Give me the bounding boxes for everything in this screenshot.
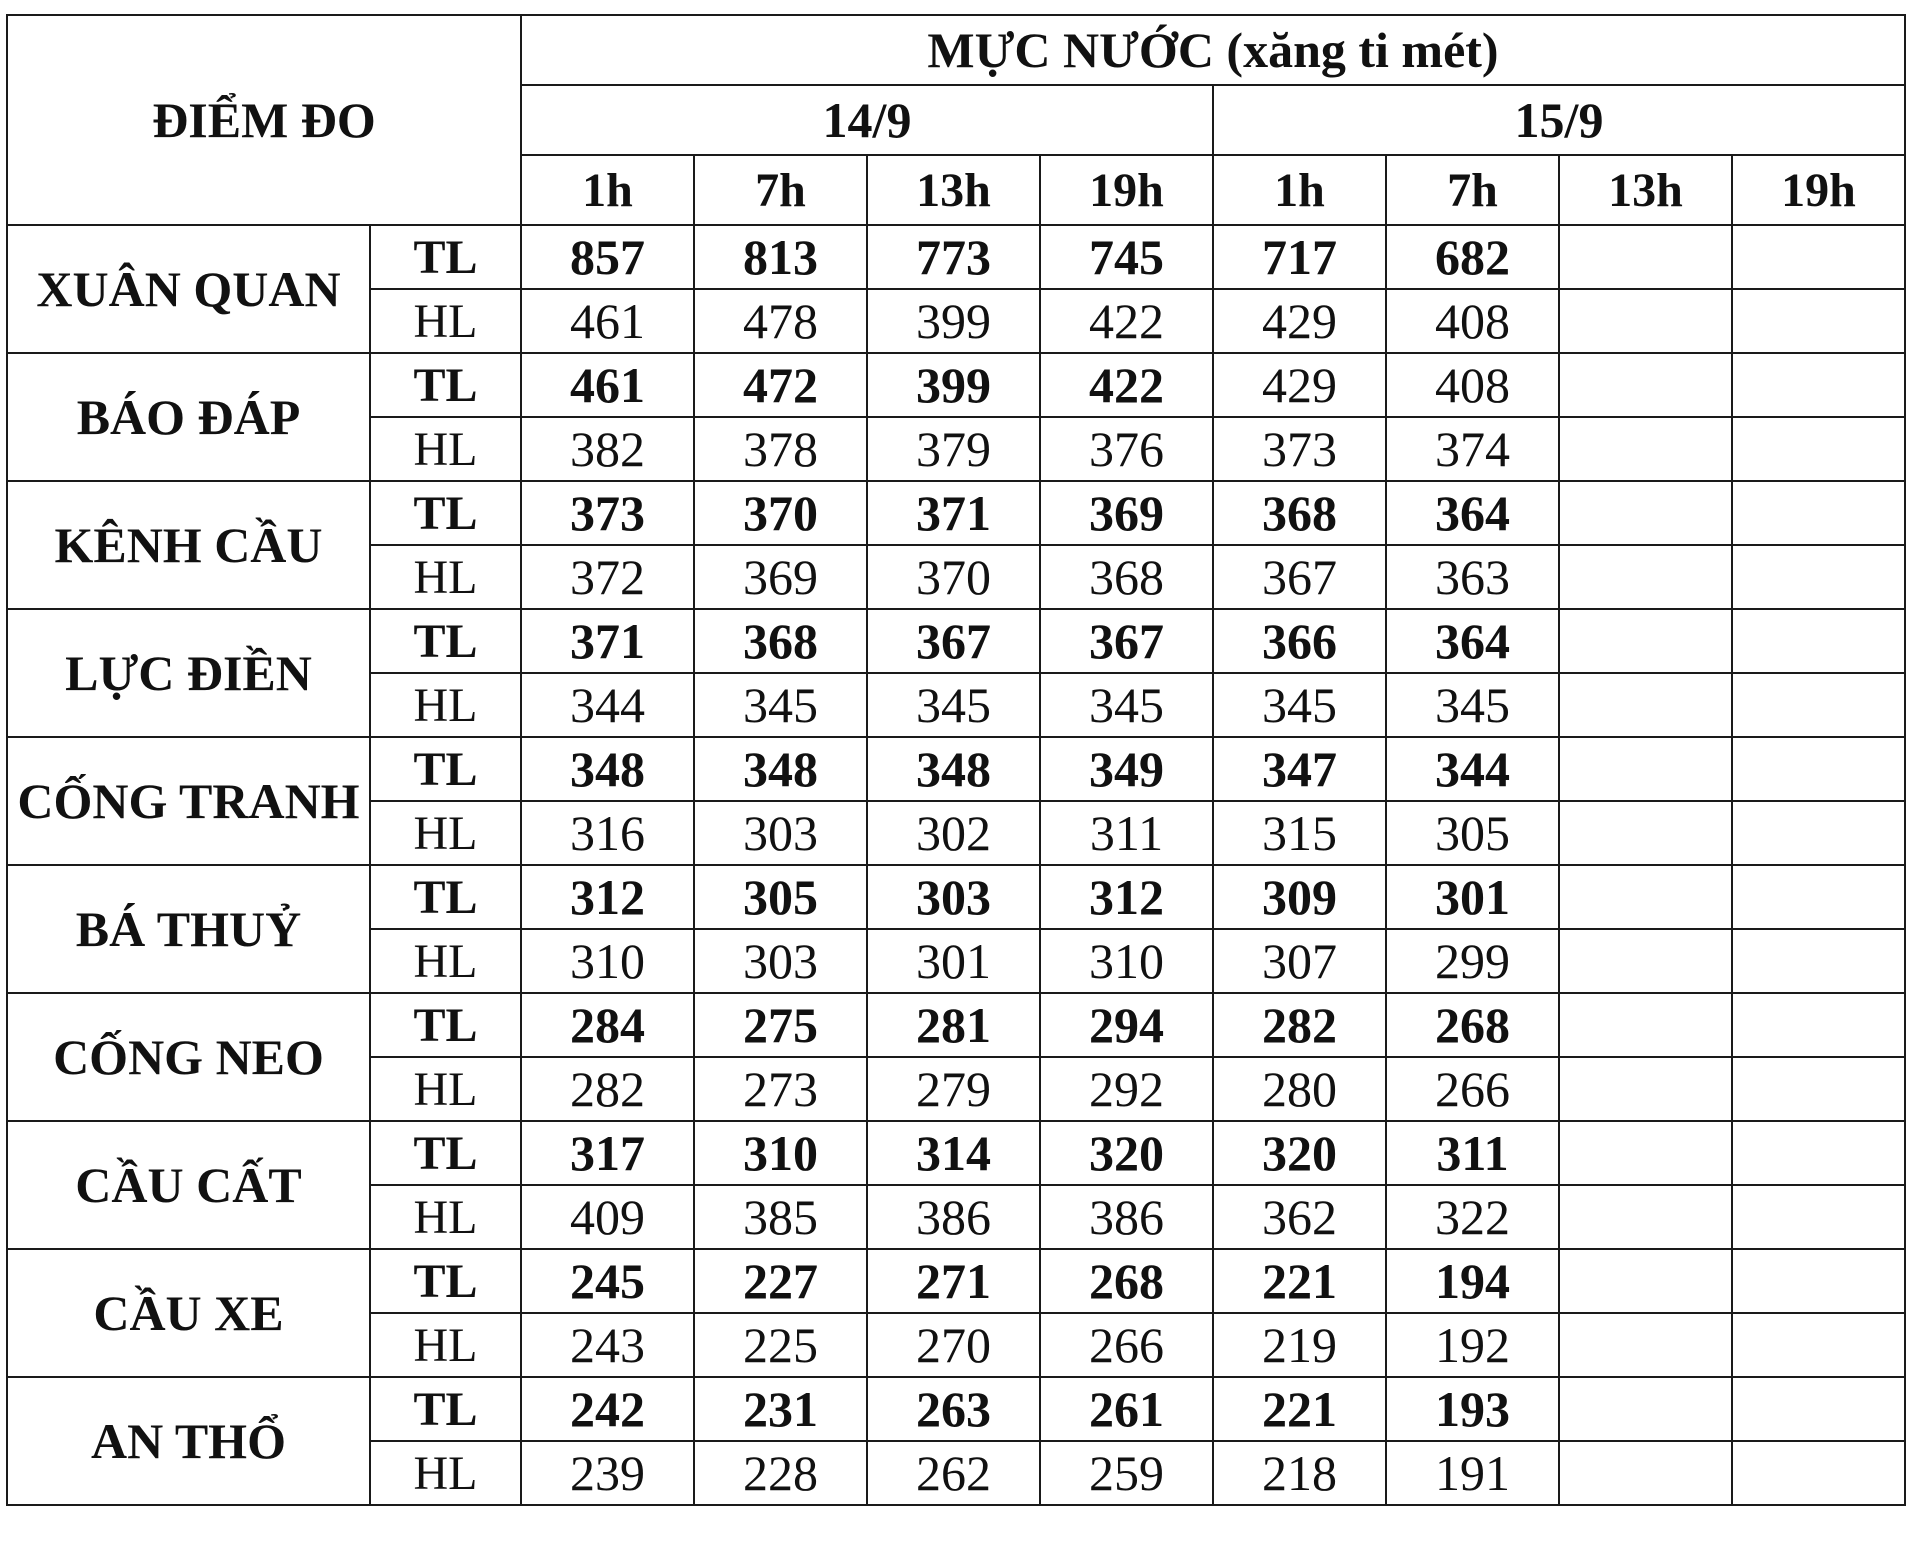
water-level-cell: 364 (1386, 609, 1559, 673)
station-name: BÁ THUỶ (7, 865, 370, 993)
table-body (7, 225, 1905, 1505)
water-level-cell (1732, 481, 1905, 545)
water-level-cell: 368 (1040, 545, 1213, 609)
water-level-cell: 472 (694, 353, 867, 417)
water-level-cell: 385 (694, 1185, 867, 1249)
water-level-cell (1732, 1377, 1905, 1441)
water-level-cell (1559, 865, 1732, 929)
water-level-cell: 371 (521, 609, 694, 673)
upstream-label: TL (370, 737, 521, 801)
water-level-cell: 263 (867, 1377, 1040, 1441)
water-level-cell: 717 (1213, 225, 1386, 289)
water-level-cell: 245 (521, 1249, 694, 1313)
water-level-cell: 478 (694, 289, 867, 353)
water-level-cell: 315 (1213, 801, 1386, 865)
water-level-cell: 408 (1386, 353, 1559, 417)
water-level-cell: 280 (1213, 1057, 1386, 1121)
water-level-cell: 345 (1386, 673, 1559, 737)
water-level-cell: 281 (867, 993, 1040, 1057)
water-level-cell: 370 (867, 545, 1040, 609)
water-level-cell (1559, 1313, 1732, 1377)
downstream-label: HL (370, 417, 521, 481)
station-name: XUÂN QUAN (7, 225, 370, 353)
water-level-cell (1732, 1185, 1905, 1249)
upstream-label: TL (370, 993, 521, 1057)
water-level-cell: 362 (1213, 1185, 1386, 1249)
water-level-cell (1732, 993, 1905, 1057)
hour-header: 19h (1732, 155, 1905, 225)
hour-header: 1h (521, 155, 694, 225)
water-level-cell: 194 (1386, 1249, 1559, 1313)
water-level-cell: 429 (1213, 353, 1386, 417)
water-level-cell: 368 (694, 609, 867, 673)
water-level-cell: 372 (521, 545, 694, 609)
water-level-cell: 408 (1386, 289, 1559, 353)
water-level-cell (1732, 865, 1905, 929)
water-level-cell: 307 (1213, 929, 1386, 993)
water-level-cell (1559, 225, 1732, 289)
station-name: CẦU CẤT (7, 1121, 370, 1249)
water-level-cell (1559, 1121, 1732, 1185)
water-level-cell (1732, 929, 1905, 993)
water-level-cell (1732, 1057, 1905, 1121)
table-row (7, 737, 1905, 801)
water-level-cell (1559, 1377, 1732, 1441)
water-level-cell: 301 (1386, 865, 1559, 929)
water-level-cell: 345 (867, 673, 1040, 737)
water-level-cell: 857 (521, 225, 694, 289)
water-level-cell: 382 (521, 417, 694, 481)
water-level-cell (1732, 609, 1905, 673)
water-level-cell: 221 (1213, 1377, 1386, 1441)
water-level-cell: 773 (867, 225, 1040, 289)
date-header-1: 14/9 (521, 85, 1213, 155)
water-level-cell (1732, 737, 1905, 801)
water-level-cell: 221 (1213, 1249, 1386, 1313)
water-level-cell: 369 (694, 545, 867, 609)
water-level-table-container (6, 14, 1906, 1506)
water-level-cell: 282 (1213, 993, 1386, 1057)
table-row (7, 225, 1905, 289)
downstream-label: HL (370, 1057, 521, 1121)
water-level-cell: 320 (1213, 1121, 1386, 1185)
water-level-cell: 193 (1386, 1377, 1559, 1441)
water-level-cell: 399 (867, 289, 1040, 353)
water-level-cell: 310 (694, 1121, 867, 1185)
water-level-cell: 370 (694, 481, 867, 545)
water-level-cell: 218 (1213, 1441, 1386, 1505)
station-name: LỰC ĐIỀN (7, 609, 370, 737)
water-level-cell: 813 (694, 225, 867, 289)
water-level-cell (1732, 545, 1905, 609)
water-level-cell: 320 (1040, 1121, 1213, 1185)
upstream-label: TL (370, 1377, 521, 1441)
station-name: KÊNH CẦU (7, 481, 370, 609)
water-level-cell (1732, 417, 1905, 481)
water-level-cell: 461 (521, 289, 694, 353)
water-level-cell: 301 (867, 929, 1040, 993)
water-level-cell (1559, 1249, 1732, 1313)
water-level-cell: 303 (867, 865, 1040, 929)
water-level-cell: 275 (694, 993, 867, 1057)
water-level-cell: 386 (1040, 1185, 1213, 1249)
water-level-cell (1559, 353, 1732, 417)
water-level-cell: 322 (1386, 1185, 1559, 1249)
water-level-cell: 364 (1386, 481, 1559, 545)
water-level-cell: 429 (1213, 289, 1386, 353)
water-level-cell: 682 (1386, 225, 1559, 289)
water-level-cell: 344 (521, 673, 694, 737)
water-level-cell: 243 (521, 1313, 694, 1377)
water-level-cell: 310 (521, 929, 694, 993)
water-level-cell: 374 (1386, 417, 1559, 481)
water-level-cell (1732, 289, 1905, 353)
water-level-cell: 347 (1213, 737, 1386, 801)
station-name: CỐNG NEO (7, 993, 370, 1121)
water-level-cell: 379 (867, 417, 1040, 481)
water-level-cell: 262 (867, 1441, 1040, 1505)
station-name: AN THỔ (7, 1377, 370, 1505)
downstream-label: HL (370, 1185, 521, 1249)
upstream-label: TL (370, 225, 521, 289)
water-level-cell (1559, 417, 1732, 481)
hour-header: 7h (694, 155, 867, 225)
water-level-cell: 409 (521, 1185, 694, 1249)
water-level-cell: 345 (1040, 673, 1213, 737)
water-level-cell: 312 (1040, 865, 1213, 929)
measurement-point-header: ĐIỂM ĐO (7, 15, 521, 225)
table-row (7, 1249, 1905, 1313)
water-level-cell: 345 (694, 673, 867, 737)
water-level-cell: 314 (867, 1121, 1040, 1185)
water-level-cell: 227 (694, 1249, 867, 1313)
hour-header: 1h (1213, 155, 1386, 225)
water-level-cell: 284 (521, 993, 694, 1057)
water-level-cell: 312 (521, 865, 694, 929)
water-level-cell: 279 (867, 1057, 1040, 1121)
water-level-cell: 191 (1386, 1441, 1559, 1505)
water-level-cell (1732, 225, 1905, 289)
table-row (7, 865, 1905, 929)
water-level-cell: 261 (1040, 1377, 1213, 1441)
water-level-cell: 367 (1213, 545, 1386, 609)
water-level-cell: 368 (1213, 481, 1386, 545)
water-level-cell (1559, 993, 1732, 1057)
water-level-cell: 192 (1386, 1313, 1559, 1377)
water-level-cell: 422 (1040, 353, 1213, 417)
upstream-label: TL (370, 865, 521, 929)
water-level-cell: 302 (867, 801, 1040, 865)
water-level-cell: 305 (694, 865, 867, 929)
water-level-cell: 349 (1040, 737, 1213, 801)
water-level-cell: 348 (694, 737, 867, 801)
hour-header: 13h (1559, 155, 1732, 225)
water-level-cell (1559, 545, 1732, 609)
water-level-cell: 316 (521, 801, 694, 865)
water-level-cell: 348 (867, 737, 1040, 801)
date-header-2: 15/9 (1213, 85, 1905, 155)
upstream-label: TL (370, 481, 521, 545)
table-row (7, 353, 1905, 417)
water-level-cell: 270 (867, 1313, 1040, 1377)
water-level-cell: 266 (1386, 1057, 1559, 1121)
water-level-cell: 373 (521, 481, 694, 545)
water-level-cell: 282 (521, 1057, 694, 1121)
water-level-cell: 461 (521, 353, 694, 417)
station-name: BÁO ĐÁP (7, 353, 370, 481)
water-level-cell: 303 (694, 801, 867, 865)
table-row (7, 609, 1905, 673)
water-level-cell: 305 (1386, 801, 1559, 865)
table-row (7, 993, 1905, 1057)
water-level-cell (1732, 1121, 1905, 1185)
water-level-cell (1732, 353, 1905, 417)
upstream-label: TL (370, 353, 521, 417)
water-level-cell (1732, 1249, 1905, 1313)
station-name: CỐNG TRANH (7, 737, 370, 865)
water-level-cell: 366 (1213, 609, 1386, 673)
upstream-label: TL (370, 1249, 521, 1313)
water-level-cell: 348 (521, 737, 694, 801)
water-level-cell: 367 (1040, 609, 1213, 673)
water-level-cell (1732, 1313, 1905, 1377)
water-level-cell (1559, 737, 1732, 801)
hour-header: 19h (1040, 155, 1213, 225)
water-level-cell (1559, 609, 1732, 673)
water-level-cell (1559, 929, 1732, 993)
table-row (7, 481, 1905, 545)
water-level-cell: 376 (1040, 417, 1213, 481)
downstream-label: HL (370, 801, 521, 865)
water-level-cell (1559, 481, 1732, 545)
water-level-cell: 268 (1386, 993, 1559, 1057)
water-level-cell (1732, 673, 1905, 737)
table-row (7, 1121, 1905, 1185)
upstream-label: TL (370, 609, 521, 673)
water-level-cell: 259 (1040, 1441, 1213, 1505)
water-level-cell: 294 (1040, 993, 1213, 1057)
water-level-cell: 268 (1040, 1249, 1213, 1313)
downstream-label: HL (370, 673, 521, 737)
water-level-cell: 219 (1213, 1313, 1386, 1377)
water-level-cell (1559, 801, 1732, 865)
table-header (7, 15, 1905, 225)
water-level-cell: 386 (867, 1185, 1040, 1249)
water-level-cell: 292 (1040, 1057, 1213, 1121)
water-level-cell: 266 (1040, 1313, 1213, 1377)
water-level-cell: 317 (521, 1121, 694, 1185)
table-row (7, 1377, 1905, 1441)
station-name: CẦU XE (7, 1249, 370, 1377)
water-level-cell: 311 (1386, 1121, 1559, 1185)
water-level-cell: 371 (867, 481, 1040, 545)
water-level-cell: 344 (1386, 737, 1559, 801)
downstream-label: HL (370, 1313, 521, 1377)
downstream-label: HL (370, 929, 521, 993)
water-level-cell (1559, 1057, 1732, 1121)
downstream-label: HL (370, 545, 521, 609)
water-level-cell: 399 (867, 353, 1040, 417)
water-level-cell: 378 (694, 417, 867, 481)
hour-header: 7h (1386, 155, 1559, 225)
water-level-cell: 299 (1386, 929, 1559, 993)
water-level-cell: 239 (521, 1441, 694, 1505)
water-level-cell (1559, 673, 1732, 737)
water-level-table (6, 14, 1906, 1506)
water-level-cell: 745 (1040, 225, 1213, 289)
water-level-cell: 363 (1386, 545, 1559, 609)
water-level-cell: 225 (694, 1313, 867, 1377)
water-level-cell (1559, 1185, 1732, 1249)
water-level-cell: 273 (694, 1057, 867, 1121)
water-level-cell: 231 (694, 1377, 867, 1441)
upstream-label: TL (370, 1121, 521, 1185)
water-level-cell: 373 (1213, 417, 1386, 481)
water-level-cell (1732, 801, 1905, 865)
water-level-cell: 369 (1040, 481, 1213, 545)
water-level-cell: 303 (694, 929, 867, 993)
water-level-cell: 271 (867, 1249, 1040, 1313)
water-level-cell: 422 (1040, 289, 1213, 353)
water-level-cell (1559, 289, 1732, 353)
water-level-cell: 367 (867, 609, 1040, 673)
water-level-cell: 228 (694, 1441, 867, 1505)
downstream-label: HL (370, 1441, 521, 1505)
water-level-cell (1559, 1441, 1732, 1505)
water-level-cell: 310 (1040, 929, 1213, 993)
downstream-label: HL (370, 289, 521, 353)
water-level-cell (1732, 1441, 1905, 1505)
hour-header: 13h (867, 155, 1040, 225)
water-level-cell: 309 (1213, 865, 1386, 929)
water-level-title: MỰC NƯỚC (xăng ti mét) (521, 15, 1905, 85)
water-level-cell: 242 (521, 1377, 694, 1441)
water-level-cell: 311 (1040, 801, 1213, 865)
water-level-cell: 345 (1213, 673, 1386, 737)
